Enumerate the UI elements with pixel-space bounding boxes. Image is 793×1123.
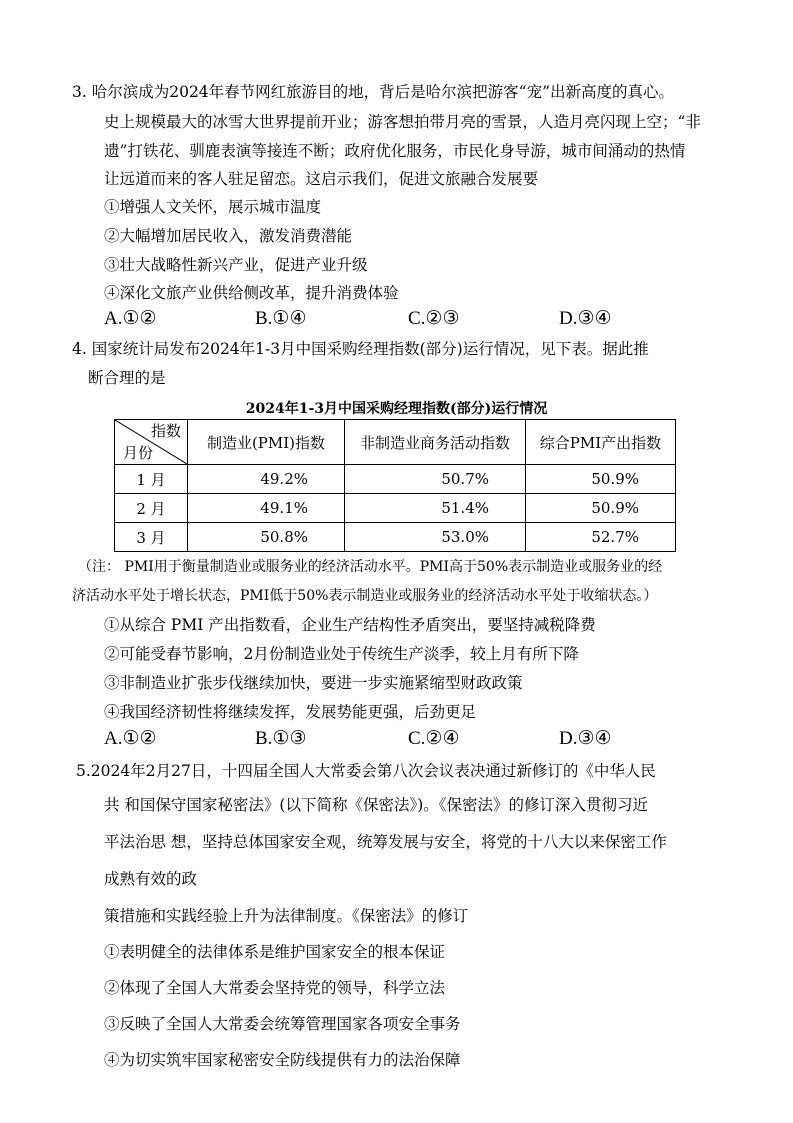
- q4-item-4: ④我国经济韧性将继续发挥，发展势能更强，后劲更足: [104, 703, 477, 721]
- q5-item-1: ①表明健全的法律体系是维护国家安全的根本保证: [104, 943, 446, 961]
- q4-item-3: ③非制造业扩张步伐继续加快，要进一步实施紧缩型财政政策: [104, 674, 523, 692]
- corner-label-index: 指数: [150, 422, 181, 440]
- q4-option-c[interactable]: C.②④: [408, 728, 460, 749]
- q3-item-2: ②大幅增加居民收入，激发消费潜能: [104, 227, 353, 245]
- q4-option-d[interactable]: D.③④: [559, 728, 612, 749]
- q3-options: [104, 306, 664, 332]
- q3-stem-line-2: 史上规模最大的冰雪大世界提前开业；游客想拍带月亮的雪景，人造月亮闪现上空；“非: [104, 113, 701, 131]
- q5-item-3: ③反映了全国人大常委会统筹管理国家各项安全事务: [104, 1015, 461, 1033]
- q3-stem-line-3: 遗”打铁花、驯鹿表演等接连不断；政府优化服务，市民化身导游，城市间涌动的热情: [104, 142, 686, 160]
- q3-stem-line-1: 3. 哈尔滨成为2024年春节网红旅游目的地，背后是哈尔滨把游客“宠”出新高度的真心。: [72, 83, 675, 101]
- q5-item-2: ②体现了全国人大常委会坚持党的领导，科学立法: [104, 979, 446, 997]
- q4-option-b[interactable]: B.①③: [255, 728, 307, 749]
- table-corner-cell: [115, 420, 188, 465]
- q3-option-b[interactable]: B.①④: [255, 308, 307, 329]
- q3-item-4: ④深化文旅产业供给侧改革，提升消费体验: [104, 284, 399, 302]
- pmi-table: [114, 419, 676, 552]
- row-month: 3 月: [115, 523, 188, 552]
- q5-stem-line-4: 成熟有效的政: [104, 870, 198, 888]
- q5-item-4: ④为切实筑牢国家秘密安全防线提供有力的法治保障: [104, 1051, 461, 1069]
- q5-stem-line-5: 策措施和实践经验上升为法律制度。《保密法》的修订: [104, 907, 469, 925]
- table-row: [115, 465, 676, 494]
- table-note-line-2: 济活动水平处于增长状态，PMI低于50%表示制造业或服务业的经济活动水平处于收缩状态。）: [72, 588, 658, 604]
- cell-composite: 52.7%: [526, 523, 676, 552]
- header-manufacturing-pmi: 制造业(PMI)指数: [188, 420, 345, 465]
- row-month: 1 月: [115, 465, 188, 494]
- corner-label-month: 月份: [123, 444, 154, 462]
- q3-stem-line-4: 让远道而来的客人驻足留恋。这启示我们，促进文旅融合发展要: [104, 170, 539, 188]
- q4-stem-line-2: 断合理的是: [88, 369, 166, 387]
- q4-item-2: ②可能受春节影响，2月份制造业处于传统生产淡季，较上月有所下降: [104, 645, 579, 663]
- cell-manufacturing: 50.8%: [188, 523, 345, 552]
- cell-non-manufacturing: 50.7%: [345, 465, 526, 494]
- q3-option-c[interactable]: C.②③: [408, 308, 460, 329]
- table-row: [115, 494, 676, 523]
- cell-composite: 50.9%: [526, 465, 676, 494]
- q5-stem-line-3: 平法治思 想，坚持总体国家安全观，统筹发展与安全，将党的十八大以来保密工作: [104, 833, 667, 851]
- q3-option-a[interactable]: A.①②: [104, 308, 157, 329]
- row-month: 2 月: [115, 494, 188, 523]
- q4-stem-line-1: 4. 国家统计局发布2024年1-3月中国采购经理指数(部分)运行情况，见下表。据此推: [72, 340, 649, 358]
- q5-stem-line-2: 共 和国保守国家秘密法》(以下简称《保密法》)。《保密法》的修订深入贯彻习近: [104, 796, 649, 814]
- q4-item-1: ①从综合 PMI 产出指数看，企业生产结构性矛盾突出，要坚持减税降费: [104, 616, 596, 634]
- table-note-line-1: （注： PMI用于衡量制造业或服务业的经济活动水平。PMI高于50%表示制造业或服务业的经: [78, 559, 663, 575]
- q5-stem-line-1: 5.2024年2月27日，十四届全国人大常委会第八次会议表决通过新修订的《中华人民: [76, 762, 656, 780]
- table-header-row: [115, 420, 676, 465]
- cell-manufacturing: 49.1%: [188, 494, 345, 523]
- cell-manufacturing: 49.2%: [188, 465, 345, 494]
- cell-non-manufacturing: 53.0%: [345, 523, 526, 552]
- header-composite-pmi: 综合PMI产出指数: [526, 420, 676, 465]
- q4-option-a[interactable]: A.①②: [104, 728, 157, 749]
- cell-composite: 50.9%: [526, 494, 676, 523]
- header-non-manufacturing: 非制造业商务活动指数: [345, 420, 526, 465]
- q3-item-1: ①增强人文关怀，展示城市温度: [104, 198, 322, 216]
- table-caption: 2024年1-3月中国采购经理指数(部分)运行情况: [245, 401, 548, 417]
- q3-option-d[interactable]: D.③④: [559, 308, 612, 329]
- q3-item-3: ③壮大战略性新兴产业，促进产业升级: [104, 256, 368, 274]
- q4-options: [104, 726, 664, 752]
- table-row: [115, 523, 676, 552]
- cell-non-manufacturing: 51.4%: [345, 494, 526, 523]
